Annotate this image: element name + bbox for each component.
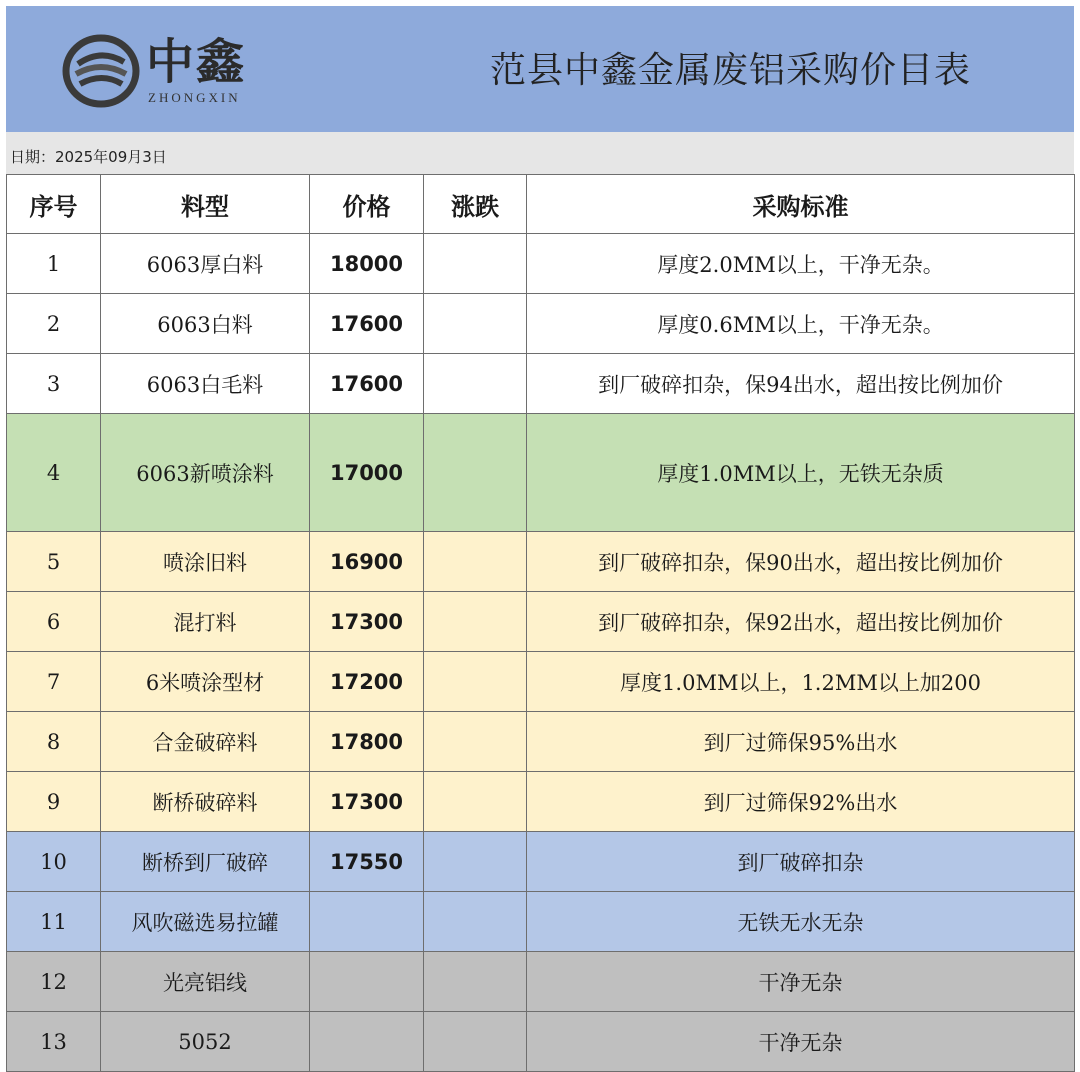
table-row xyxy=(7,652,1075,712)
cell-standard: 干净无杂 xyxy=(527,1012,1075,1072)
table-row xyxy=(7,532,1075,592)
cell-standard: 厚度1.0MM以上，1.2MM以上加200 xyxy=(527,652,1075,712)
cell-change xyxy=(424,892,527,952)
cell-number: 13 xyxy=(7,1012,101,1072)
cell-material-type: 6米喷涂型材 xyxy=(101,652,310,712)
cell-standard: 无铁无水无杂 xyxy=(527,892,1075,952)
cell-price: 17600 xyxy=(310,354,424,414)
cell-change xyxy=(424,294,527,354)
cell-change xyxy=(424,832,527,892)
cell-number: 11 xyxy=(7,892,101,952)
cell-change xyxy=(424,712,527,772)
cell-number: 9 xyxy=(7,772,101,832)
table-row xyxy=(7,294,1075,354)
cell-change xyxy=(424,414,527,532)
cell-price: 17300 xyxy=(310,772,424,832)
cell-price: 17550 xyxy=(310,832,424,892)
cell-material-type: 光亮铝线 xyxy=(101,952,310,1012)
cell-number: 10 xyxy=(7,832,101,892)
cell-change xyxy=(424,354,527,414)
cell-price: 17600 xyxy=(310,294,424,354)
cell-standard: 到厂破碎扣杂 xyxy=(527,832,1075,892)
date-label: 日期：2025年09月3日 xyxy=(10,148,167,166)
column-header-type: 料型 xyxy=(101,175,310,234)
cell-number: 4 xyxy=(7,414,101,532)
table-row xyxy=(7,1012,1075,1072)
cell-price: 16900 xyxy=(310,532,424,592)
table-row xyxy=(7,234,1075,294)
cell-price xyxy=(310,892,424,952)
table-row xyxy=(7,354,1075,414)
cell-standard: 到厂过筛保95%出水 xyxy=(527,712,1075,772)
cell-material-type: 合金破碎料 xyxy=(101,712,310,772)
header-banner xyxy=(6,6,1074,132)
table-body xyxy=(7,234,1075,1072)
table-header-row xyxy=(7,175,1075,234)
column-header-price: 价格 xyxy=(310,175,424,234)
cell-standard: 到厂过筛保92%出水 xyxy=(527,772,1075,832)
cell-material-type: 断桥到厂破碎 xyxy=(101,832,310,892)
table-row xyxy=(7,832,1075,892)
cell-material-type: 6063白毛料 xyxy=(101,354,310,414)
cell-change xyxy=(424,652,527,712)
cell-material-type: 喷涂旧料 xyxy=(101,532,310,592)
cell-material-type: 断桥破碎料 xyxy=(101,772,310,832)
cell-price: 18000 xyxy=(310,234,424,294)
cell-number: 2 xyxy=(7,294,101,354)
cell-price: 17000 xyxy=(310,414,424,532)
cell-standard: 厚度1.0MM以上，无铁无杂质 xyxy=(527,414,1075,532)
cell-change xyxy=(424,1012,527,1072)
cell-standard: 厚度0.6MM以上，干净无杂。 xyxy=(527,294,1075,354)
cell-material-type: 6063白料 xyxy=(101,294,310,354)
cell-number: 6 xyxy=(7,592,101,652)
column-header-standard: 采购标准 xyxy=(527,175,1075,234)
cell-number: 1 xyxy=(7,234,101,294)
cell-standard: 干净无杂 xyxy=(527,952,1075,1012)
cell-change xyxy=(424,234,527,294)
price-table xyxy=(6,174,1075,1072)
column-header-number: 序号 xyxy=(7,175,101,234)
logo-english-text: ZHONGXIN xyxy=(148,90,241,105)
table-row xyxy=(7,892,1075,952)
price-sheet xyxy=(6,6,1074,1071)
cell-number: 5 xyxy=(7,532,101,592)
date-bar xyxy=(6,132,1074,174)
cell-price: 17300 xyxy=(310,592,424,652)
cell-material-type: 混打料 xyxy=(101,592,310,652)
cell-change xyxy=(424,532,527,592)
cell-material-type: 6063新喷涂料 xyxy=(101,414,310,532)
table-row xyxy=(7,772,1075,832)
cell-number: 8 xyxy=(7,712,101,772)
cell-standard: 到厂破碎扣杂，保94出水，超出按比例加价 xyxy=(527,354,1075,414)
cell-material-type: 风吹磁选易拉罐 xyxy=(101,892,310,952)
table-row xyxy=(7,414,1075,532)
company-logo xyxy=(62,32,252,112)
cell-number: 12 xyxy=(7,952,101,1012)
cell-number: 3 xyxy=(7,354,101,414)
cell-material-type: 5052 xyxy=(101,1012,310,1072)
cell-material-type: 6063厚白料 xyxy=(101,234,310,294)
column-header-change: 涨跌 xyxy=(424,175,527,234)
zhongxin-logo-icon xyxy=(62,34,140,108)
cell-price xyxy=(310,1012,424,1072)
cell-standard: 到厂破碎扣杂，保90出水，超出按比例加价 xyxy=(527,532,1075,592)
table-row xyxy=(7,952,1075,1012)
cell-change xyxy=(424,772,527,832)
cell-price xyxy=(310,952,424,1012)
page-title: 范县中鑫金属废铝采购价目表 xyxy=(490,50,972,91)
cell-change xyxy=(424,952,527,1012)
cell-price: 17800 xyxy=(310,712,424,772)
cell-price: 17200 xyxy=(310,652,424,712)
logo-chinese-text: 中鑫 xyxy=(146,34,247,90)
cell-standard: 到厂破碎扣杂，保92出水，超出按比例加价 xyxy=(527,592,1075,652)
cell-number: 7 xyxy=(7,652,101,712)
cell-change xyxy=(424,592,527,652)
table-row xyxy=(7,712,1075,772)
table-row xyxy=(7,592,1075,652)
cell-standard: 厚度2.0MM以上，干净无杂。 xyxy=(527,234,1075,294)
